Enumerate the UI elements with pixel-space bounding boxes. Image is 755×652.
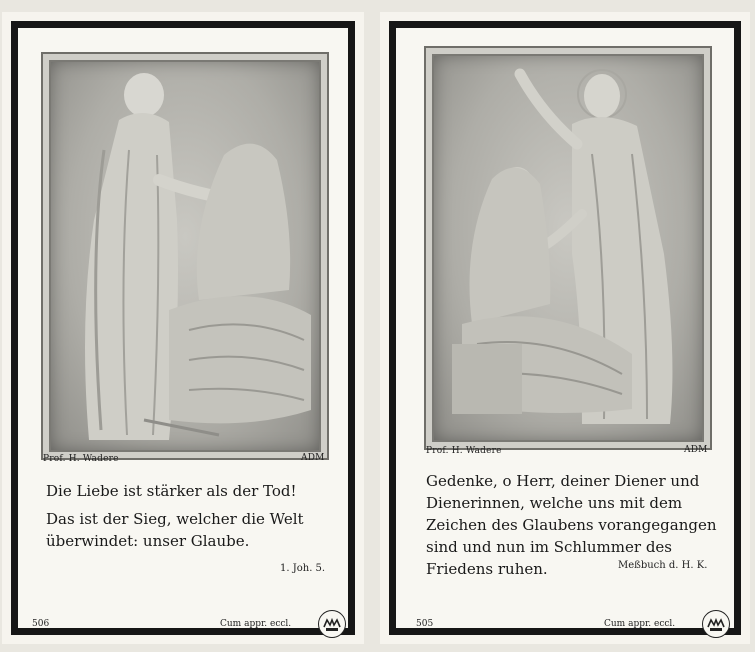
memorial-card-right — [380, 12, 750, 644]
verse-right-line-4: sind und nun im Schlummer des — [426, 538, 672, 556]
verse-right-line-5: Friedens ruhen. — [426, 560, 548, 578]
card-number-right: 505 — [416, 619, 434, 629]
verse-right-line-1: Gedenke, o Herr, deiner Diener und — [426, 472, 700, 490]
relief-figures-left-icon — [49, 60, 321, 452]
verse-right-line-2: Dienerinnen, welche uns mit dem — [426, 494, 683, 512]
artist-credit-left: Prof. H. Wadere — [43, 454, 119, 464]
verse-left — [46, 480, 336, 552]
publisher-mark-left: ADM — [301, 453, 325, 463]
approval-text-right: Cum appr. eccl. — [604, 619, 676, 629]
scripture-reference-right: Meßbuch d. H. K. — [618, 560, 708, 571]
relief-figures-right-icon — [432, 54, 704, 442]
artist-credit-right: Prof. H. Wadere — [426, 446, 502, 456]
relief-image-right — [426, 48, 710, 448]
verse-line-3: überwindet: unser Glaube. — [46, 532, 250, 550]
card-border-left — [11, 21, 355, 635]
publisher-logo-right — [702, 610, 730, 638]
verse-line-2: Das ist der Sieg, welcher die Welt — [46, 510, 304, 528]
relief-image-left — [43, 54, 327, 458]
scripture-reference-left: 1. Joh. 5. — [280, 563, 326, 574]
publisher-logo-icon — [319, 611, 345, 637]
approval-text-left: Cum appr. eccl. — [220, 619, 292, 629]
memorial-card-left — [2, 12, 364, 644]
publisher-logo-left — [318, 610, 346, 638]
publisher-mark-right: ADM — [684, 445, 708, 455]
verse-line-1: Die Liebe ist stärker als der Tod! — [46, 482, 297, 500]
publisher-logo-icon — [703, 611, 729, 637]
card-number-left: 506 — [32, 619, 50, 629]
card-border-right — [389, 21, 741, 635]
verse-right-line-3: Zeichen des Glaubens vorangegangen — [426, 516, 717, 534]
